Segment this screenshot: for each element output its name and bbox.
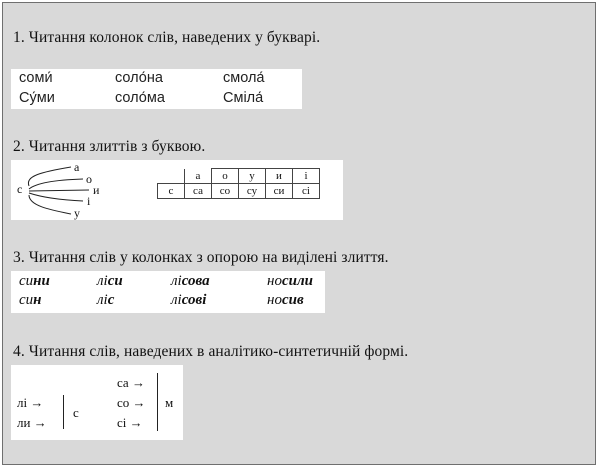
letter-fan-diagram [11, 160, 121, 220]
last-letter: м [165, 395, 174, 410]
word: соми́ [19, 70, 53, 86]
word: Су́ми [19, 90, 55, 106]
right-syllable: со → [117, 395, 146, 410]
word: син [19, 292, 42, 308]
left-syllable: ли → [17, 415, 47, 430]
vowel-letter: у [74, 206, 80, 220]
table-head-cell: о [212, 169, 239, 184]
left-syllable: лі → [17, 395, 44, 410]
word: носили [267, 273, 313, 289]
table-head-cell: а [185, 169, 212, 184]
syllable-table [157, 168, 320, 199]
table-cell: со [212, 184, 239, 199]
table-head-cell: і [293, 169, 320, 184]
vowel-letter: о [86, 172, 92, 186]
document-frame [2, 2, 596, 465]
panel-1-word-columns [11, 69, 302, 109]
right-syllable: са → [117, 375, 145, 390]
section-2-heading: 2. Читання злиттів з буквою. [13, 138, 206, 155]
center-letter: с [17, 182, 23, 196]
table-cell: си [266, 184, 293, 199]
panel-4-analytic-synthetic [11, 365, 183, 440]
divider-line [157, 373, 158, 431]
table-cell: су [239, 184, 266, 199]
word: соло́ма [115, 90, 165, 106]
section-3-heading: 3. Читання слів у колонках з опорою на виділені злиття. [13, 249, 389, 266]
vowel-letter: и [93, 183, 100, 197]
word: лісові [171, 292, 207, 308]
panel-2-syllable-fusions [11, 160, 343, 220]
word: носив [267, 292, 304, 308]
word: лісова [171, 273, 210, 289]
word: ліс [97, 292, 115, 308]
word: сини [19, 273, 50, 289]
middle-letter: с [73, 405, 79, 420]
word: смола́ [223, 70, 265, 86]
table-head-cell: у [239, 169, 266, 184]
word: Сміла́ [223, 90, 264, 106]
table-cell: с [158, 184, 185, 199]
vowel-letter: і [87, 194, 91, 208]
divider-line [63, 395, 64, 429]
right-syllable: сі → [117, 415, 143, 430]
word: ліси [97, 273, 123, 289]
section-4-heading: 4. Читання слів, наведених в аналітико-синтетичній формі. [13, 343, 409, 360]
panel-3-word-columns [11, 271, 325, 313]
word: соло́на [115, 70, 163, 86]
section-1-heading: 1. Читання колонок слів, наведених у букварі. [13, 29, 321, 46]
table-cell: са [185, 184, 212, 199]
vowel-letter: а [74, 160, 80, 174]
table-head-cell: и [266, 169, 293, 184]
table-cell: сі [293, 184, 320, 199]
